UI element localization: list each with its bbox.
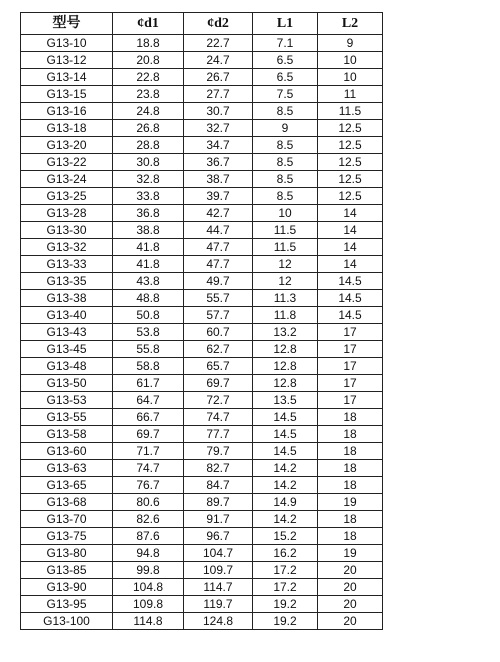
cell-d2: 49.7 (184, 273, 253, 290)
cell-l1: 12.8 (253, 375, 318, 392)
cell-l1: 8.5 (253, 137, 318, 154)
cell-l2: 14 (318, 205, 383, 222)
cell-l1: 9 (253, 120, 318, 137)
table-row (21, 205, 383, 222)
cell-model: G13-43 (21, 324, 113, 341)
cell-l1: 8.5 (253, 171, 318, 188)
cell-l1: 8.5 (253, 188, 318, 205)
cell-l2: 18 (318, 511, 383, 528)
cell-d1: 82.6 (113, 511, 184, 528)
cell-l2: 19 (318, 545, 383, 562)
cell-model: G13-35 (21, 273, 113, 290)
cell-d2: 22.7 (184, 35, 253, 52)
cell-model: G13-68 (21, 494, 113, 511)
cell-model: G13-14 (21, 69, 113, 86)
header-d2: ¢d2 (184, 13, 253, 35)
cell-d2: 36.7 (184, 154, 253, 171)
cell-d1: 109.8 (113, 596, 184, 613)
cell-d2: 60.7 (184, 324, 253, 341)
cell-d2: 38.7 (184, 171, 253, 188)
header-d1: ¢d1 (113, 13, 184, 35)
table-row (21, 545, 383, 562)
header-l2: L2 (318, 13, 383, 35)
cell-l2: 19 (318, 494, 383, 511)
cell-l1: 16.2 (253, 545, 318, 562)
cell-model: G13-15 (21, 86, 113, 103)
cell-d1: 53.8 (113, 324, 184, 341)
cell-l2: 12.5 (318, 154, 383, 171)
cell-l2: 14.5 (318, 307, 383, 324)
cell-d2: 30.7 (184, 103, 253, 120)
cell-d2: 26.7 (184, 69, 253, 86)
cell-model: G13-75 (21, 528, 113, 545)
cell-l1: 12 (253, 256, 318, 273)
cell-model: G13-10 (21, 35, 113, 52)
cell-l1: 10 (253, 205, 318, 222)
cell-d2: 39.7 (184, 188, 253, 205)
cell-d1: 41.8 (113, 256, 184, 273)
cell-l1: 19.2 (253, 596, 318, 613)
cell-l2: 18 (318, 409, 383, 426)
cell-d1: 33.8 (113, 188, 184, 205)
cell-model: G13-30 (21, 222, 113, 239)
table-row (21, 86, 383, 103)
cell-l2: 14 (318, 239, 383, 256)
cell-l1: 11.3 (253, 290, 318, 307)
table-row (21, 392, 383, 409)
table-row (21, 154, 383, 171)
cell-l2: 17 (318, 375, 383, 392)
table-row (21, 120, 383, 137)
cell-d2: 84.7 (184, 477, 253, 494)
cell-d1: 104.8 (113, 579, 184, 596)
cell-l1: 17.2 (253, 562, 318, 579)
cell-d1: 87.6 (113, 528, 184, 545)
cell-l2: 12.5 (318, 171, 383, 188)
table-row (21, 324, 383, 341)
cell-d2: 27.7 (184, 86, 253, 103)
cell-d1: 99.8 (113, 562, 184, 579)
cell-l2: 17 (318, 341, 383, 358)
cell-model: G13-28 (21, 205, 113, 222)
cell-l1: 7.1 (253, 35, 318, 52)
cell-model: G13-100 (21, 613, 113, 630)
cell-l1: 11.8 (253, 307, 318, 324)
cell-l1: 12.8 (253, 358, 318, 375)
cell-d1: 80.6 (113, 494, 184, 511)
cell-d2: 65.7 (184, 358, 253, 375)
cell-d1: 36.8 (113, 205, 184, 222)
cell-model: G13-40 (21, 307, 113, 324)
table-row (21, 443, 383, 460)
table-row (21, 222, 383, 239)
cell-model: G13-45 (21, 341, 113, 358)
table-row (21, 358, 383, 375)
table-row (21, 409, 383, 426)
cell-l1: 11.5 (253, 239, 318, 256)
table-row (21, 137, 383, 154)
cell-d1: 38.8 (113, 222, 184, 239)
cell-l2: 18 (318, 477, 383, 494)
table-row (21, 494, 383, 511)
cell-d2: 91.7 (184, 511, 253, 528)
cell-d1: 22.8 (113, 69, 184, 86)
cell-l1: 19.2 (253, 613, 318, 630)
table-row (21, 273, 383, 290)
cell-l1: 13.5 (253, 392, 318, 409)
cell-l1: 13.2 (253, 324, 318, 341)
cell-model: G13-80 (21, 545, 113, 562)
cell-d2: 57.7 (184, 307, 253, 324)
cell-l2: 18 (318, 443, 383, 460)
cell-l1: 6.5 (253, 52, 318, 69)
cell-l2: 11.5 (318, 103, 383, 120)
cell-d1: 24.8 (113, 103, 184, 120)
cell-l2: 14 (318, 222, 383, 239)
cell-model: G13-24 (21, 171, 113, 188)
table-row (21, 239, 383, 256)
cell-d2: 119.7 (184, 596, 253, 613)
cell-l2: 20 (318, 613, 383, 630)
cell-model: G13-60 (21, 443, 113, 460)
cell-model: G13-65 (21, 477, 113, 494)
cell-d2: 104.7 (184, 545, 253, 562)
cell-d2: 82.7 (184, 460, 253, 477)
table-row (21, 596, 383, 613)
cell-l2: 10 (318, 52, 383, 69)
cell-l2: 17 (318, 358, 383, 375)
cell-d2: 42.7 (184, 205, 253, 222)
cell-l2: 10 (318, 69, 383, 86)
header-model: 型号 (21, 13, 113, 35)
cell-d1: 23.8 (113, 86, 184, 103)
cell-model: G13-58 (21, 426, 113, 443)
cell-l2: 12.5 (318, 120, 383, 137)
cell-d1: 71.7 (113, 443, 184, 460)
cell-d1: 26.8 (113, 120, 184, 137)
cell-d2: 32.7 (184, 120, 253, 137)
spec-table (20, 12, 383, 630)
cell-d1: 64.7 (113, 392, 184, 409)
cell-l1: 14.9 (253, 494, 318, 511)
cell-model: G13-32 (21, 239, 113, 256)
table-row (21, 562, 383, 579)
table-row (21, 426, 383, 443)
cell-l1: 14.5 (253, 409, 318, 426)
cell-l1: 17.2 (253, 579, 318, 596)
cell-model: G13-53 (21, 392, 113, 409)
cell-l1: 14.5 (253, 443, 318, 460)
cell-l1: 8.5 (253, 103, 318, 120)
cell-d2: 77.7 (184, 426, 253, 443)
cell-d2: 72.7 (184, 392, 253, 409)
cell-model: G13-70 (21, 511, 113, 528)
cell-d1: 94.8 (113, 545, 184, 562)
cell-l2: 18 (318, 528, 383, 545)
table-row (21, 528, 383, 545)
cell-l2: 18 (318, 426, 383, 443)
table-row (21, 103, 383, 120)
table-row (21, 460, 383, 477)
table-row (21, 477, 383, 494)
cell-l1: 6.5 (253, 69, 318, 86)
cell-model: G13-33 (21, 256, 113, 273)
cell-l2: 14 (318, 256, 383, 273)
cell-model: G13-48 (21, 358, 113, 375)
cell-l1: 11.5 (253, 222, 318, 239)
cell-d1: 20.8 (113, 52, 184, 69)
cell-d2: 96.7 (184, 528, 253, 545)
cell-d2: 124.8 (184, 613, 253, 630)
cell-model: G13-50 (21, 375, 113, 392)
table-row (21, 171, 383, 188)
cell-d2: 47.7 (184, 256, 253, 273)
table-row (21, 35, 383, 52)
cell-model: G13-22 (21, 154, 113, 171)
table-row (21, 256, 383, 273)
cell-model: G13-25 (21, 188, 113, 205)
cell-model: G13-38 (21, 290, 113, 307)
cell-l2: 12.5 (318, 188, 383, 205)
cell-l2: 14.5 (318, 273, 383, 290)
table-body (21, 35, 383, 630)
cell-l2: 18 (318, 460, 383, 477)
cell-d2: 62.7 (184, 341, 253, 358)
cell-d2: 55.7 (184, 290, 253, 307)
cell-l1: 12 (253, 273, 318, 290)
cell-l1: 7.5 (253, 86, 318, 103)
cell-d1: 28.8 (113, 137, 184, 154)
table-row (21, 613, 383, 630)
cell-l2: 11 (318, 86, 383, 103)
cell-l2: 9 (318, 35, 383, 52)
header-row (21, 13, 383, 35)
cell-d1: 41.8 (113, 239, 184, 256)
cell-d2: 79.7 (184, 443, 253, 460)
table-row (21, 341, 383, 358)
cell-d2: 34.7 (184, 137, 253, 154)
cell-d1: 74.7 (113, 460, 184, 477)
cell-d1: 30.8 (113, 154, 184, 171)
cell-model: G13-18 (21, 120, 113, 137)
cell-l1: 14.2 (253, 511, 318, 528)
cell-model: G13-90 (21, 579, 113, 596)
cell-model: G13-95 (21, 596, 113, 613)
cell-d1: 32.8 (113, 171, 184, 188)
cell-d1: 66.7 (113, 409, 184, 426)
cell-l1: 8.5 (253, 154, 318, 171)
cell-model: G13-12 (21, 52, 113, 69)
table-row (21, 52, 383, 69)
cell-model: G13-16 (21, 103, 113, 120)
cell-l2: 20 (318, 579, 383, 596)
cell-l2: 20 (318, 596, 383, 613)
cell-l2: 12.5 (318, 137, 383, 154)
cell-d1: 18.8 (113, 35, 184, 52)
table-row (21, 290, 383, 307)
cell-d2: 47.7 (184, 239, 253, 256)
table-row (21, 69, 383, 86)
table-row (21, 307, 383, 324)
cell-d1: 76.7 (113, 477, 184, 494)
cell-d1: 114.8 (113, 613, 184, 630)
cell-l1: 12.8 (253, 341, 318, 358)
cell-d1: 55.8 (113, 341, 184, 358)
cell-model: G13-20 (21, 137, 113, 154)
cell-d2: 69.7 (184, 375, 253, 392)
table-row (21, 579, 383, 596)
cell-d2: 44.7 (184, 222, 253, 239)
cell-d2: 114.7 (184, 579, 253, 596)
cell-d1: 58.8 (113, 358, 184, 375)
cell-d2: 89.7 (184, 494, 253, 511)
table-row (21, 511, 383, 528)
table-row (21, 375, 383, 392)
cell-d2: 24.7 (184, 52, 253, 69)
cell-d1: 48.8 (113, 290, 184, 307)
table-row (21, 188, 383, 205)
cell-model: G13-55 (21, 409, 113, 426)
cell-model: G13-85 (21, 562, 113, 579)
cell-d1: 50.8 (113, 307, 184, 324)
cell-d1: 69.7 (113, 426, 184, 443)
cell-d1: 43.8 (113, 273, 184, 290)
header-l1: L1 (253, 13, 318, 35)
cell-d2: 109.7 (184, 562, 253, 579)
cell-d1: 61.7 (113, 375, 184, 392)
cell-l1: 15.2 (253, 528, 318, 545)
cell-l1: 14.2 (253, 477, 318, 494)
cell-l2: 20 (318, 562, 383, 579)
cell-l1: 14.5 (253, 426, 318, 443)
cell-d2: 74.7 (184, 409, 253, 426)
cell-model: G13-63 (21, 460, 113, 477)
cell-l2: 17 (318, 324, 383, 341)
cell-l1: 14.2 (253, 460, 318, 477)
cell-l2: 17 (318, 392, 383, 409)
cell-l2: 14.5 (318, 290, 383, 307)
